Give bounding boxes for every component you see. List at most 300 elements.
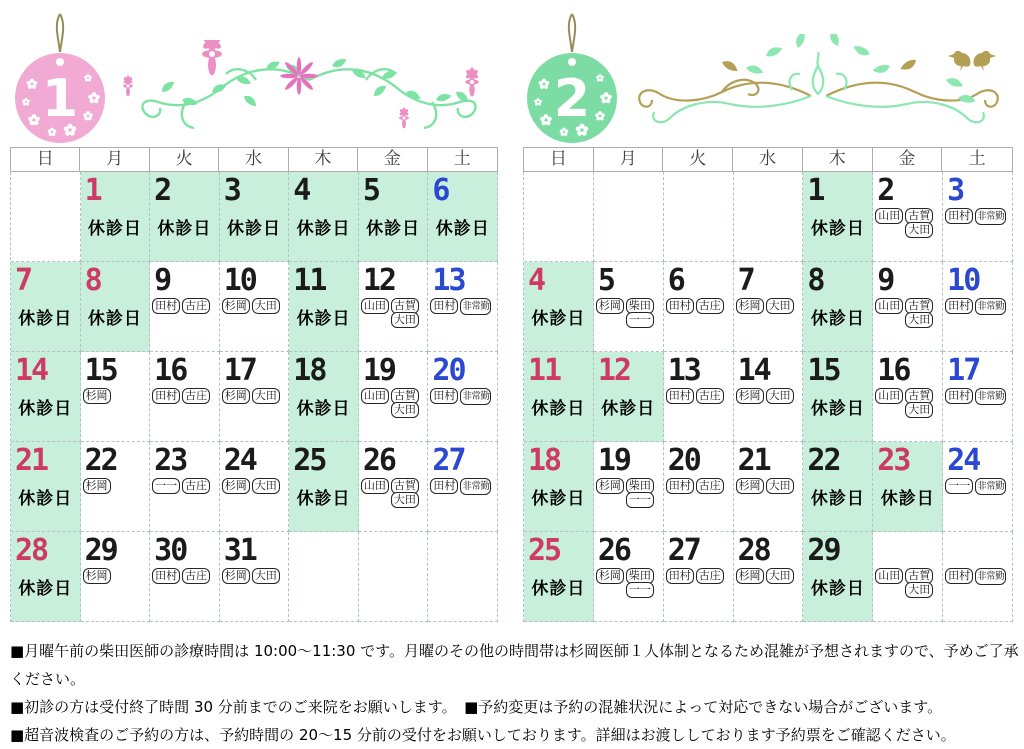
doctor-badge: 大田 xyxy=(391,312,419,328)
date-number: 14 xyxy=(15,353,48,388)
date-number: 6 xyxy=(667,263,684,298)
date-number xyxy=(359,532,428,566)
doctor-badge: 田村 xyxy=(945,298,973,314)
date-number: 21 xyxy=(737,443,770,478)
doctor-badge: 大田 xyxy=(766,568,794,584)
doctor-badge: 一一 xyxy=(626,492,654,508)
doctor-badge: 杉岡 xyxy=(736,568,764,584)
doctor-badges-row xyxy=(664,298,733,314)
calendar-cell xyxy=(428,172,498,262)
footer-notes xyxy=(10,637,1022,749)
doctor-badge: 古庄 xyxy=(696,568,724,584)
day-of-week-header: 木 xyxy=(289,148,358,171)
date-number: 14 xyxy=(737,353,770,388)
calendar-cell xyxy=(803,532,873,622)
calendar-cell xyxy=(943,172,1013,262)
doctor-badges-row xyxy=(220,388,289,404)
doctor-badge: 非常勤 xyxy=(460,298,491,315)
doctor-badges-row xyxy=(359,478,428,508)
doctor-badge-stack xyxy=(905,208,933,238)
doctor-badge: 田村 xyxy=(152,568,180,584)
date-number: 11 xyxy=(293,263,326,298)
date-number: 27 xyxy=(667,533,700,568)
date-number: 16 xyxy=(154,353,187,388)
doctor-badge: 杉岡 xyxy=(83,568,111,584)
date-number: 7 xyxy=(15,263,32,298)
doctor-badge: 大田 xyxy=(766,298,794,314)
doctor-badge: 非常勤 xyxy=(975,298,1006,315)
doctor-badge: 古賀 xyxy=(391,478,419,494)
doctor-badge: 杉岡 xyxy=(222,388,250,404)
calendar-cell xyxy=(428,532,498,622)
date-number xyxy=(11,172,80,206)
tag-string xyxy=(57,14,63,52)
date-number: 4 xyxy=(528,263,545,298)
day-of-week-header: 土 xyxy=(968,149,986,169)
date-number: 9 xyxy=(877,263,894,298)
doctor-badge: 古庄 xyxy=(696,298,724,314)
calendar-cell xyxy=(11,442,81,532)
doctor-badge: 田村 xyxy=(945,568,973,584)
calendar-cell xyxy=(359,262,429,352)
calendar-cell xyxy=(594,442,664,532)
flourish-birds-graphic xyxy=(626,34,1018,134)
doctor-badges-row xyxy=(664,388,733,404)
calendar-cell xyxy=(734,532,804,622)
day-of-week-header: 金 xyxy=(873,148,943,171)
closed-day-label: 休診日 xyxy=(18,579,73,599)
date-number: 16 xyxy=(877,353,910,388)
doctor-badges-row xyxy=(734,568,803,584)
calendar-cell xyxy=(220,442,290,532)
doctor-badges-row xyxy=(873,298,942,328)
date-number: 3 xyxy=(223,173,240,208)
doctor-badge: 田村 xyxy=(430,478,458,494)
date-number: 23 xyxy=(154,443,187,478)
doctor-badge-stack xyxy=(626,298,654,328)
february-bird-decoration xyxy=(626,34,1018,134)
doctor-badge: 田村 xyxy=(152,298,180,314)
doctor-badge: 大田 xyxy=(252,388,280,404)
doctor-badges-row xyxy=(220,568,289,584)
calendar-cell xyxy=(873,442,943,532)
closed-day-label: 休診日 xyxy=(18,309,73,329)
date-number: 29 xyxy=(84,533,117,568)
doctor-badges-row xyxy=(734,478,803,494)
doctor-badge: 田村 xyxy=(666,568,694,584)
note-line: ■月曜午前の柴田医師の診療時間は 10:00〜11:30 です。月曜のその他の時間帯は杉岡医師１人体制となるため混雑が予想されますので、予めご了承ください。 xyxy=(10,642,1019,688)
closed-day-label: 休診日 xyxy=(296,399,351,419)
closed-day-label: 休診日 xyxy=(810,579,865,599)
calendar-cell xyxy=(524,442,594,532)
calendar-cell xyxy=(11,172,81,262)
doctor-badges-row xyxy=(594,298,663,328)
doctor-badge: 山田 xyxy=(875,298,903,314)
doctor-badge: 田村 xyxy=(945,208,973,224)
doctor-badges-row xyxy=(220,478,289,494)
doctor-badge: 一一 xyxy=(945,478,973,494)
calendar-cell xyxy=(873,262,943,352)
date-number: 10 xyxy=(947,263,980,298)
calendar-cell xyxy=(220,532,290,622)
doctor-badge: 杉岡 xyxy=(222,298,250,314)
calendar-cell xyxy=(594,532,664,622)
closed-day-label: 休診日 xyxy=(531,309,586,329)
date-number: 10 xyxy=(223,263,256,298)
date-number: 24 xyxy=(223,443,256,478)
closed-day-label: 休診日 xyxy=(296,219,351,239)
day-of-week-header: 火 xyxy=(663,148,733,171)
calendar-cell xyxy=(664,262,734,352)
closed-day-label: 休診日 xyxy=(435,219,490,239)
date-number: 27 xyxy=(432,443,465,478)
doctor-badge: 杉岡 xyxy=(736,478,764,494)
calendar-cell xyxy=(734,172,804,262)
doctor-badge: 非常勤 xyxy=(460,388,491,405)
date-number: 30 xyxy=(154,533,187,568)
doctor-badge: 非常勤 xyxy=(975,388,1006,405)
doctor-badge: 古賀 xyxy=(391,298,419,314)
doctor-badges-row xyxy=(943,388,1012,405)
doctor-badge: 田村 xyxy=(666,478,694,494)
calendar-cell xyxy=(359,352,429,442)
month-number: 1 xyxy=(41,69,79,129)
date-number: 22 xyxy=(84,443,117,478)
doctor-badges-row xyxy=(81,388,150,404)
date-number: 25 xyxy=(293,443,326,478)
date-number xyxy=(289,532,358,566)
calendar-cell xyxy=(428,442,498,532)
doctor-badge: 一一 xyxy=(626,312,654,328)
doctor-badges-row xyxy=(359,298,428,328)
calendar-cell xyxy=(664,532,734,622)
date-number: 18 xyxy=(528,443,561,478)
closed-day-label: 休診日 xyxy=(531,489,586,509)
calendar-cell xyxy=(873,172,943,262)
date-number: 23 xyxy=(877,443,910,478)
day-of-week-header: 水 xyxy=(733,148,803,171)
calendar-cell xyxy=(289,172,359,262)
doctor-badge: 大田 xyxy=(766,478,794,494)
calendar-cell xyxy=(81,442,151,532)
doctor-badge-stack xyxy=(391,478,419,508)
doctor-badge: 田村 xyxy=(430,298,458,314)
doctor-badges-row xyxy=(359,388,428,418)
calendar-cell xyxy=(150,532,220,622)
date-number: 20 xyxy=(432,353,465,388)
calendar-cell xyxy=(359,442,429,532)
closed-day-label: 休診日 xyxy=(531,579,586,599)
date-number: 11 xyxy=(528,353,561,388)
closed-day-label: 休診日 xyxy=(810,309,865,329)
date-number: 20 xyxy=(667,443,700,478)
doctor-badges-row xyxy=(734,388,803,404)
calendar-january xyxy=(10,147,498,622)
day-of-week-header: 日 xyxy=(524,148,594,171)
doctor-badges-row xyxy=(150,388,219,404)
calendar-cell xyxy=(359,532,429,622)
calendar-cell xyxy=(11,532,81,622)
date-number: 28 xyxy=(737,533,770,568)
doctor-badge: 田村 xyxy=(152,388,180,404)
calendar-cell xyxy=(943,532,1013,622)
calendar-cell xyxy=(359,172,429,262)
doctor-badge-stack xyxy=(905,298,933,328)
day-of-week-header: 水 xyxy=(219,148,288,171)
doctor-badge: 柴田 xyxy=(626,478,654,494)
doctor-badges-row xyxy=(873,388,942,418)
calendar-cell xyxy=(524,532,594,622)
doctor-badge: 山田 xyxy=(361,298,389,314)
calendar-cell xyxy=(803,172,873,262)
calendar-cell xyxy=(220,262,290,352)
date-number xyxy=(594,172,663,206)
doctor-badge: 古庄 xyxy=(182,478,210,494)
tag-string xyxy=(569,14,575,52)
day-of-week-header: 月 xyxy=(80,148,149,171)
date-number: 25 xyxy=(528,533,561,568)
calendar-cell xyxy=(220,172,290,262)
date-number: 26 xyxy=(597,533,630,568)
doctor-badge: 古庄 xyxy=(182,298,210,314)
doctor-badges-row xyxy=(150,568,219,584)
calendar-cell xyxy=(803,262,873,352)
doctor-badge: 大田 xyxy=(252,568,280,584)
date-number: 13 xyxy=(667,353,700,388)
calendar-cell xyxy=(803,352,873,442)
calendar-cell xyxy=(428,352,498,442)
doctor-badge: 田村 xyxy=(945,388,973,404)
closed-day-label: 休診日 xyxy=(366,219,421,239)
doctor-badge: 山田 xyxy=(361,388,389,404)
doctor-badges-row xyxy=(873,208,942,238)
closed-day-label: 休診日 xyxy=(18,399,73,419)
closed-day-label: 休診日 xyxy=(810,489,865,509)
doctor-badge: 大田 xyxy=(905,312,933,328)
doctor-badge: 大田 xyxy=(905,582,933,598)
doctor-badge: 杉岡 xyxy=(83,478,111,494)
calendar-cell xyxy=(289,262,359,352)
calendar-cell xyxy=(150,352,220,442)
calendar-cell xyxy=(943,262,1013,352)
calendar-cell xyxy=(289,352,359,442)
day-of-week-header: 土 xyxy=(453,149,471,169)
doctor-badges-row xyxy=(428,478,497,495)
doctor-badge: 非常勤 xyxy=(460,478,491,495)
doctor-badge: 杉岡 xyxy=(596,298,624,314)
closed-day-label: 休診日 xyxy=(810,399,865,419)
doctor-badges-row xyxy=(943,208,1012,225)
january-floral-decoration xyxy=(116,40,502,136)
date-number xyxy=(873,532,942,566)
date-number: 2 xyxy=(877,173,894,208)
doctor-badge: 一一 xyxy=(152,478,180,494)
closed-day-label: 休診日 xyxy=(87,219,142,239)
date-number: 19 xyxy=(362,353,395,388)
doctor-badges-row xyxy=(734,298,803,314)
date-number: 1 xyxy=(84,173,101,208)
closed-day-label: 休診日 xyxy=(296,309,351,329)
day-of-week-header: 木 xyxy=(803,148,873,171)
calendar-cell xyxy=(150,262,220,352)
doctor-badge: 大田 xyxy=(391,492,419,508)
doctor-badge: 大田 xyxy=(905,222,933,238)
doctor-badge-stack xyxy=(391,298,419,328)
date-number: 24 xyxy=(947,443,980,478)
date-number: 12 xyxy=(597,353,630,388)
doctor-badge: 山田 xyxy=(875,208,903,224)
doctor-badges-row xyxy=(943,298,1012,315)
date-number: 8 xyxy=(807,263,824,298)
closed-day-label: 休診日 xyxy=(296,489,351,509)
calendar-cell xyxy=(734,262,804,352)
date-number xyxy=(664,172,733,206)
doctor-badges-row xyxy=(150,478,219,494)
calendar-cell xyxy=(11,352,81,442)
doctor-badge: 古庄 xyxy=(696,478,724,494)
doctor-badge: 柴田 xyxy=(626,568,654,584)
calendar-cell xyxy=(594,172,664,262)
calendar-cell xyxy=(289,442,359,532)
doctor-badges-row xyxy=(943,478,1012,495)
doctor-badge: 古庄 xyxy=(182,388,210,404)
doctor-badge-stack xyxy=(391,388,419,418)
date-number: 8 xyxy=(84,263,101,298)
day-of-week-header: 月 xyxy=(594,148,664,171)
month-2-tag-graphic xyxy=(520,12,624,148)
closed-day-label: 休診日 xyxy=(157,219,212,239)
date-number: 9 xyxy=(154,263,171,298)
doctor-badge: 一一 xyxy=(626,582,654,598)
closed-day-label: 休診日 xyxy=(87,309,142,329)
doctor-badge: 杉岡 xyxy=(596,478,624,494)
day-of-week-header: 金 xyxy=(358,148,427,171)
date-number: 21 xyxy=(15,443,48,478)
calendar-cell xyxy=(873,352,943,442)
doctor-badges-row xyxy=(220,298,289,314)
closed-day-label: 休診日 xyxy=(810,219,865,239)
month-number: 2 xyxy=(553,69,591,129)
closed-day-label: 休診日 xyxy=(18,489,73,509)
date-number: 28 xyxy=(15,533,48,568)
date-number xyxy=(943,532,1012,566)
date-number: 15 xyxy=(84,353,117,388)
month-1-tag xyxy=(8,12,112,148)
date-number: 5 xyxy=(597,263,614,298)
calendar-cell xyxy=(81,172,151,262)
calendar-cell xyxy=(943,352,1013,442)
date-number xyxy=(734,172,803,206)
doctor-badges-row xyxy=(873,568,942,598)
calendar-cell xyxy=(524,352,594,442)
doctor-badges-row xyxy=(81,568,150,584)
calendar-cell xyxy=(873,532,943,622)
calendar-cell xyxy=(943,442,1013,532)
month-1-tag-graphic xyxy=(8,12,112,148)
doctor-badge: 古賀 xyxy=(905,298,933,314)
doctor-badge: 杉岡 xyxy=(596,568,624,584)
doctor-badge: 大田 xyxy=(252,298,280,314)
date-number: 29 xyxy=(807,533,840,568)
calendar-february xyxy=(523,147,1013,622)
date-number: 17 xyxy=(223,353,256,388)
closed-day-label: 休診日 xyxy=(531,399,586,419)
date-number: 17 xyxy=(947,353,980,388)
doctor-badge: 山田 xyxy=(875,568,903,584)
doctor-badge: 杉岡 xyxy=(736,388,764,404)
calendar-cell xyxy=(734,352,804,442)
date-number: 31 xyxy=(223,533,256,568)
doctor-badge: 山田 xyxy=(875,388,903,404)
day-of-week-row xyxy=(523,147,1013,172)
date-number xyxy=(524,172,593,206)
calendar-cell xyxy=(428,262,498,352)
doctor-badge-stack xyxy=(905,388,933,418)
doctor-badge: 古賀 xyxy=(905,388,933,404)
doctor-badges-row xyxy=(150,298,219,314)
date-number: 18 xyxy=(293,353,326,388)
date-number: 1 xyxy=(807,173,824,208)
date-number: 3 xyxy=(947,173,964,208)
doctor-badges-row xyxy=(943,568,1012,585)
doctor-badge: 田村 xyxy=(666,388,694,404)
day-of-week-header: 日 xyxy=(11,148,80,171)
day-of-week-header: 火 xyxy=(150,148,219,171)
date-number: 15 xyxy=(807,353,840,388)
date-number: 13 xyxy=(432,263,465,298)
doctor-badges-row xyxy=(594,478,663,508)
doctor-badge-stack xyxy=(626,568,654,598)
calendar-grid xyxy=(10,172,498,622)
date-number: 5 xyxy=(362,173,379,208)
doctor-badge: 非常勤 xyxy=(975,208,1006,225)
doctor-badge: 大田 xyxy=(252,478,280,494)
calendar-cell xyxy=(524,172,594,262)
calendar-cell xyxy=(524,262,594,352)
calendar-cell xyxy=(220,352,290,442)
vine-flowers-graphic xyxy=(116,40,502,136)
calendar-cell xyxy=(664,442,734,532)
doctor-badge: 大田 xyxy=(766,388,794,404)
calendar-cell xyxy=(11,262,81,352)
calendar-cell xyxy=(150,442,220,532)
closed-day-label: 休診日 xyxy=(601,399,656,419)
doctor-badge: 古庄 xyxy=(696,388,724,404)
doctor-badges-row xyxy=(428,388,497,405)
calendar-grid xyxy=(523,172,1013,622)
doctor-badges-row xyxy=(664,568,733,584)
note-line: ■初診の方は受付終了時間 30 分前までのご来院をお願いします。 ■予約変更は予約の混雑状況によって対応できない場合がございます。 xyxy=(10,698,943,716)
doctor-badge: 杉岡 xyxy=(83,388,111,404)
day-of-week-row xyxy=(10,147,498,172)
doctor-badges-row xyxy=(81,478,150,494)
doctor-badge: 大田 xyxy=(905,402,933,418)
calendar-cell xyxy=(289,532,359,622)
calendar-cell xyxy=(594,352,664,442)
doctor-badge-stack xyxy=(626,478,654,508)
month-2-tag xyxy=(520,12,624,148)
calendar-cell xyxy=(81,532,151,622)
doctor-badge: 柴田 xyxy=(626,298,654,314)
doctor-badge: 古賀 xyxy=(905,568,933,584)
calendar-cell xyxy=(664,172,734,262)
doctor-badge: 古賀 xyxy=(391,388,419,404)
calendar-cell xyxy=(81,352,151,442)
doctor-badge: 大田 xyxy=(391,402,419,418)
date-number: 6 xyxy=(432,173,449,208)
closed-day-label: 休診日 xyxy=(226,219,281,239)
calendar-cell xyxy=(150,172,220,262)
